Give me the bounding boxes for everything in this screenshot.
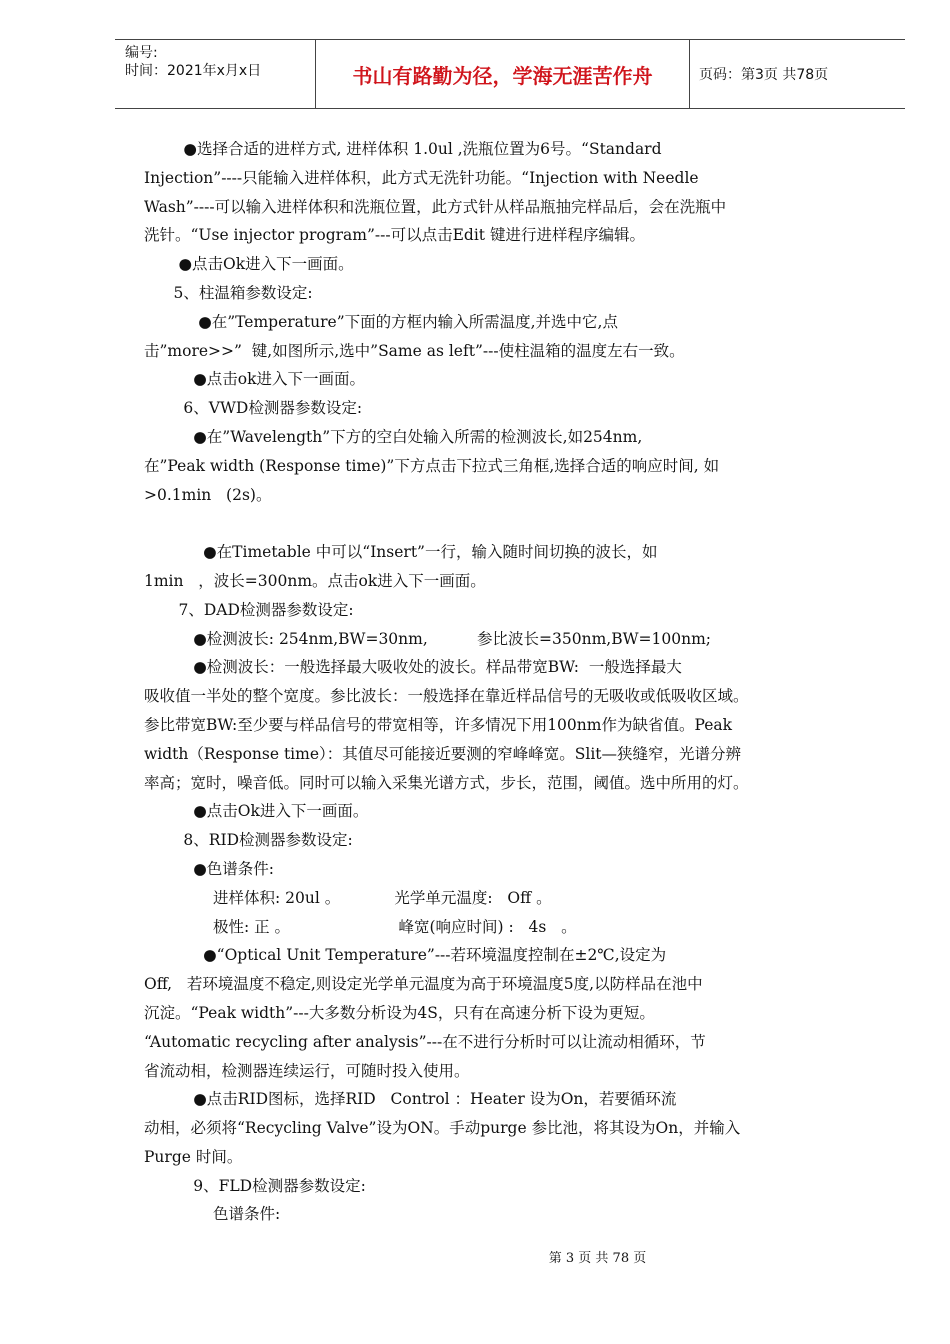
text-line: 在”Peak width (Response time)”下方点击下拉式三角框,选择合适的响应时间, 如	[144, 456, 720, 475]
text-line: ●点击Ok进入下一画面。	[144, 255, 354, 274]
text-line: 率高；宽时，噪音低。同时可以输入采集光谱方式，步长，范围，阈值。选中所用的灯。	[144, 773, 749, 792]
text-line: 击”more>>” 键,如图所示,选中”Same as left”---使柱温箱的温度左右一致。	[144, 341, 685, 360]
text-line: ●“Optical Unit Temperature”---若环境温度控制在±2℃,设定为	[144, 946, 667, 965]
text-line: 动相，必须将“Recycling Valve”设为ON。手动purge 参比池，将其设为On，并输入	[144, 1119, 741, 1138]
text-line: Purge 时间。	[144, 1147, 243, 1166]
text-line: ●检测波长：一般选择最大吸收处的波长。样品带宽BW: 一般选择最大	[144, 658, 682, 677]
text-line: 洗针。“Use injector program”---可以点击Edit 键进行进样程序编辑。	[144, 226, 645, 245]
header-motto: 书山有路勤为径，学海无涯苦作舟	[315, 40, 690, 108]
text-line: 极性: 正 。 峰宽(响应时间) : 4s 。	[144, 917, 577, 936]
text-line: ●检测波长: 254nm,BW=30nm, 参比波长=350nm,BW=100nm;	[144, 629, 712, 648]
text-line: ●点击ok进入下一画面。	[144, 370, 366, 389]
page-header	[115, 39, 905, 109]
text-line: 1min ，波长=300nm。点击ok进入下一画面。	[144, 571, 486, 590]
text-line: 进样体积: 20ul 。 光学单元温度: Off 。	[144, 888, 552, 907]
page-footer	[0, 1247, 950, 1266]
text-line: 沉淀。“Peak width”---大多数分析设为4S，只有在高速分析下设为更短。	[144, 1003, 655, 1022]
text-line: 参比带宽BW:至少要与样品信号的带宽相等，许多情况下用100nm作为缺省值。Peak	[144, 715, 733, 734]
number-label: 编号:	[125, 45, 158, 61]
text-line: >0.1min (2s)。	[144, 485, 272, 504]
text-line: ●在”Temperature”下面的方框内输入所需温度,并选中它,点	[144, 312, 618, 331]
header-meta-cell	[115, 40, 315, 108]
text-line	[144, 509, 884, 538]
time-label: 时间：2021年x月x日	[125, 63, 262, 79]
text-line: Wash”----可以输入进样体积和洗瓶位置，此方式针从样品瓶抽完样品后，会在洗瓶中	[144, 197, 727, 216]
text-line: ●在”Wavelength”下方的空白处输入所需的检测波长,如254nm,	[144, 427, 643, 446]
text-line: width（Response time）：其值尽可能接近要测的窄峰峰宽。Slit—狭缝窄，光谱分辨	[144, 744, 742, 763]
text-line: Injection”----只能输入进样体积，此方式无洗针功能。“Injection with Needle	[144, 168, 699, 187]
text-line: ●点击RID图标，选择RID Control ：Heater 设为On，若要循环流	[144, 1090, 677, 1109]
text-line: ●点击Ok进入下一画面。	[144, 802, 369, 821]
text-line: ●色谱条件:	[144, 859, 275, 878]
text-line: ●在Timetable 中可以“Insert”一行，输入随时间切换的波长，如	[144, 543, 658, 562]
text-line: 吸收值一半处的整个宽度。参比波长：一般选择在靠近样品信号的无吸收或低吸收区域。	[144, 687, 749, 706]
document-body	[144, 135, 884, 1229]
text-line: “Automatic recycling after analysis”---在不进行分析时可以让流动相循环，节	[144, 1032, 706, 1051]
text-line: ●选择合适的进样方式, 进样体积 1.0ul ,洗瓶位置为6号。“Standard	[144, 140, 662, 158]
text-line: 9、FLD检测器参数设定:	[144, 1176, 366, 1195]
text-line: Off, 若环境温度不稳定,则设定光学单元温度为高于环境温度5度,以防样品在池中	[144, 975, 703, 994]
text-line: 省流动相，检测器连续运行，可随时投入使用。	[144, 1061, 470, 1080]
text-line: 8、RID检测器参数设定:	[144, 831, 353, 850]
header-page-info: 页码：第3页 共78页	[699, 67, 829, 83]
text-line: 6、VWD检测器参数设定:	[144, 399, 363, 418]
text-line: 7、DAD检测器参数设定:	[144, 600, 354, 619]
text-line: 5、柱温箱参数设定:	[144, 283, 313, 302]
text-line: 色谱条件:	[144, 1205, 281, 1224]
footer-page-number: 第 3 页 共 78 页	[548, 1251, 647, 1266]
